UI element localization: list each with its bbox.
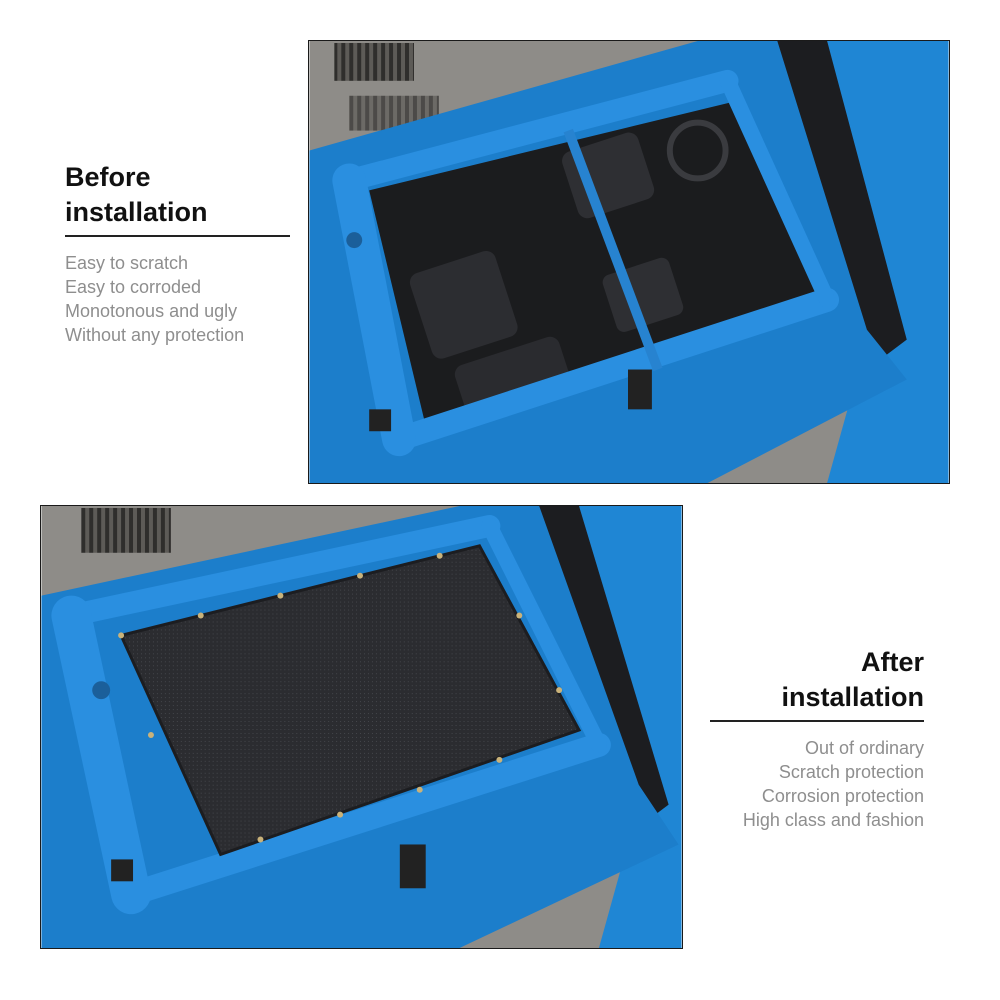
- feature-item: Monotonous and ugly: [65, 301, 238, 321]
- after-heading-line2: installation: [781, 682, 924, 712]
- after-heading: [700, 645, 924, 715]
- bolt: [92, 681, 110, 699]
- vehicle-top-view-before: [309, 41, 949, 483]
- feature-item: Easy to corroded: [65, 277, 202, 297]
- bolt: [346, 232, 362, 248]
- heading-divider: [710, 720, 924, 722]
- feature-item: Without any protection: [65, 325, 245, 345]
- before-feature-list: [65, 251, 290, 347]
- after-feature-list: [700, 736, 924, 832]
- hinge: [111, 859, 133, 881]
- before-installation-panel: [65, 160, 290, 347]
- before-heading-line1: Before: [65, 162, 151, 192]
- drain-grate: [334, 43, 414, 81]
- before-heading: [65, 160, 290, 230]
- feature-item: Out of ordinary: [804, 738, 924, 758]
- hinge: [369, 409, 391, 431]
- hinge: [400, 844, 426, 888]
- after-heading-line1: After: [860, 647, 924, 677]
- feature-item: Easy to scratch: [65, 253, 189, 273]
- after-installation-photo: [40, 505, 683, 949]
- feature-item: Corrosion protection: [761, 786, 924, 806]
- hinge: [628, 370, 652, 410]
- before-installation-photo: [308, 40, 950, 484]
- after-installation-panel: [700, 645, 924, 832]
- drain-grate: [81, 508, 171, 553]
- before-heading-line2: installation: [65, 197, 208, 227]
- feature-item: Scratch protection: [778, 762, 924, 782]
- feature-item: High class and fashion: [742, 810, 924, 830]
- heading-divider: [65, 235, 290, 237]
- vehicle-top-view-after: [41, 506, 682, 948]
